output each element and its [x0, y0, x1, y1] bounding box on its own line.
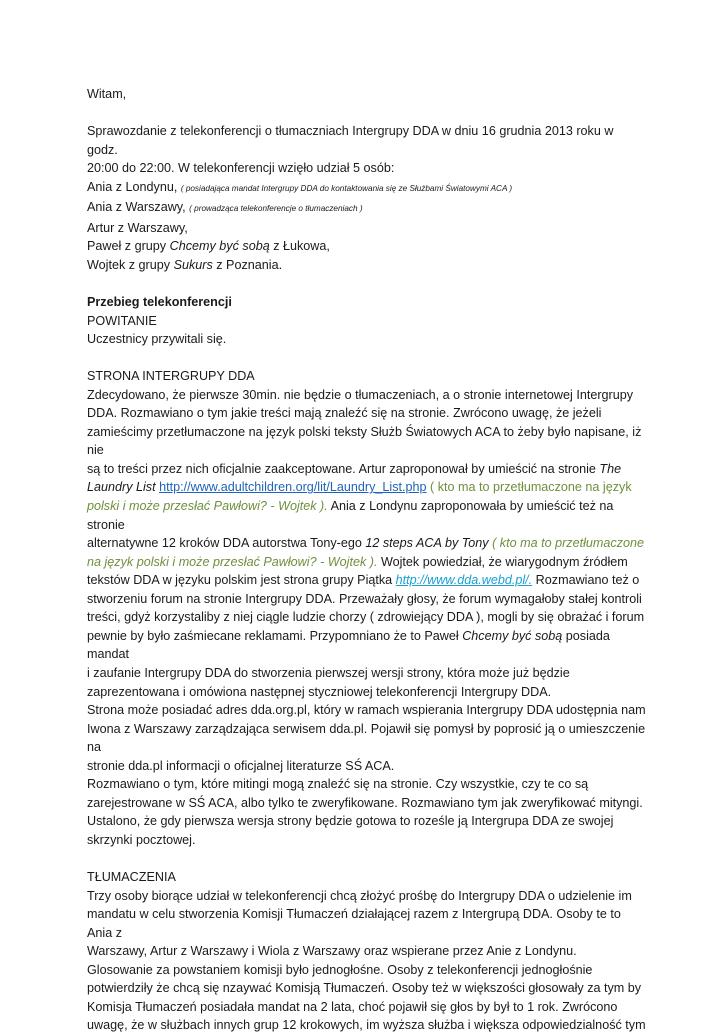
website-line: Laundry List http://www.adultchildren.org/lit/Laundry_List.php ( kto ma to przetłumaczone na język — [87, 480, 632, 495]
translations-line: Komisja Tłumaczeń posiadała mandat na 2 lata, choć pojawił się głos by był to 1 rok. Zwrócono — [87, 999, 618, 1014]
translation-request-note: polski i może przesłać Pawłowi? - Wojtek ). — [87, 499, 328, 514]
website-line: Rozmawiano o tym, które mitingi mogą znaleźć się na stronie. Czy wszystkie, czy te co są — [87, 777, 589, 792]
participant-note: ( posiadająca mandat Intergrupy DDA do kontaktowania się ze Służbami Światowymi ACA ) — [180, 183, 513, 193]
participant-note: ( prowadząca telekonferencje o tłumaczeniach ) — [189, 204, 363, 214]
participant-ania-london: Ania z Londynu, ( posiadająca mandat Intergrupy DDA do kontaktowania się ze Służbami Światowymi ACA ) — [87, 179, 513, 194]
translations-line: potwierdziły że chcą się nzaywać Komisją Tłumaczeń. Osoby też w większości głosowały za tym by — [87, 981, 642, 996]
title-laundry-list: The — [599, 461, 622, 476]
translations-line: Warszawy, Artur z Warszawy i Wiola z Warszawy oraz wspierane przez Anie z Londynu. — [87, 944, 577, 959]
participant-artur: Artur z Warszawy, — [87, 220, 188, 235]
website-line: zarejestrowane w SŚ ACA, albo tylko te zweryfikowane. Rozmawiano tym jak zweryfikować mityngi. — [87, 795, 643, 810]
translation-request-note: na język polski i może przesłać Pawłowi? - Wojtek ). — [87, 554, 378, 569]
website-line: treści, gdyż korzystaliby z niej ciągle ludzie chorzy ( zdrowiejący DDA ), mogli by się obrażać i forum — [87, 610, 645, 625]
website-line: tekstów DDA w języku polskim jest strona grupy Piątka http://www.dda.webd.pl/. Rozmawiano też o — [87, 573, 640, 588]
section-title-website: STRONA INTERGRUPY DDA — [87, 369, 255, 384]
website-line: Ustalono, że gdy pierwsza wersja strony będzie gotowa to roześle ją Intergrupa DDA ze swojej — [87, 814, 614, 829]
website-line: są to treści przez nich oficjalnie zaakceptowane. Artur zaproponował by umieścić na stronie The — [87, 461, 622, 476]
participant-pawel: Paweł z grupy Chcemy być sobą z Łukowa, — [87, 239, 330, 254]
group-name: Chcemy być sobą — [462, 628, 563, 643]
translations-line: Glosowanie za powstaniem komisji było jednogłośne. Osoby z telekonferencji jednogłośnie — [87, 962, 593, 977]
website-line: i zaufanie Intergrupy DDA do stworzenia pierwszej wersji strony, która może już będzie — [87, 665, 570, 680]
translations-line: mandatu w celu stworzenia Komisji Tłumaczeń działającej razem z Intergrupą DDA. Osoby te to Ania z — [87, 907, 621, 940]
website-line: zaprezentowana i omówiona następnej styczniowej telekonferencji Intergrupy DDA. — [87, 684, 552, 699]
translations-line: Trzy osoby biorące udział w telekonferencji chcą złożyć prośbę do Intergrupy DDA o udzielenie im — [87, 888, 632, 903]
title-12-steps: 12 steps ACA by Tony — [365, 536, 489, 551]
document-body — [87, 85, 647, 1035]
website-line: stworzeniu forum na stronie Intergrupy DDA. Przeważały głosy, że forum wymagałoby stałej kontroli — [87, 591, 642, 606]
website-line: Zdecydowano, że pierwsze 30min. nie będzie o tłumaczeniach, a o stronie internetowej Intergrupy — [87, 387, 634, 402]
translations-line: uwagę, że w służbach innych grup 12 krokowych, im wyższa służba i większa odpowiedzialność tym — [87, 1018, 646, 1033]
participant-ania-warsaw: Ania z Warszawy, ( prowadząca telekonferencje o tłumaczeniach ) — [87, 200, 363, 215]
website-line: DDA. Rozmawiano o tym jakie treści mają znaleźć się na stronie. Zwrócono uwagę, że jeżeli — [87, 406, 602, 421]
website-line: stronie dda.pl informacji o oficjalnej literaturze SŚ ACA. — [87, 758, 395, 773]
website-line: na język polski i może przesłać Pawłowi? - Wojtek ). Wojtek powiedział, że wiarygodnym źródłem — [87, 554, 628, 569]
website-line: Strona może posiadać adres dda.org.pl, który w ramach wspierania Intergrupy DDA udostępnia nam — [87, 703, 646, 718]
dda-webd-link[interactable]: http://www.dda.webd.pl/. — [395, 573, 533, 588]
participant-wojtek: Wojtek z grupy Sukurs z Poznania. — [87, 257, 283, 272]
welcome-text: Uczestnicy przywitali się. — [87, 332, 227, 347]
title-laundry-list: Laundry List — [87, 480, 156, 495]
section-heading-course: Przebieg telekonferencji — [87, 295, 232, 310]
group-name: Sukurs — [173, 257, 213, 272]
website-line: polski i może przesłać Pawłowi? - Wojtek ). Ania z Londynu zaproponowała by umieścić też na stronie — [87, 499, 614, 532]
laundry-list-link[interactable]: http://www.adultchildren.org/lit/Laundry_List.php — [159, 480, 427, 495]
greeting: Witam, — [87, 87, 127, 101]
group-name: Chcemy być sobą — [169, 239, 270, 254]
intro-line: Sprawozdanie z telekonferencji o tłumaczniach Intergrupy DDA w dniu 16 grudnia 2013 roku w godz. — [87, 124, 614, 157]
website-line: zamieścimy przetłumaczone na język polski teksty Służb Światowych ACA to żeby było napisane, iż nie — [87, 424, 642, 458]
website-line: alternatywne 12 kroków DDA autorstwa Tony-ego 12 steps ACA by Tony ( kto ma to przetłumaczone — [87, 536, 644, 551]
intro-line: 20:00 do 22:00. W telekonferencji wzięło udział 5 osób: — [87, 161, 395, 176]
website-line: skrzynki pocztowej. — [87, 832, 196, 847]
website-line: pewnie by było zaśmiecane reklamami. Przypomniano że to Paweł Chcemy być sobą posiada mandat — [87, 628, 610, 662]
section-title-welcome: POWITANIE — [87, 313, 157, 328]
website-line: Iwona z Warszawy zarządzająca serwisem dda.pl. Pojawił się pomysł by poprosić ją o umieszczenie na — [87, 721, 646, 755]
section-title-translations: TŁUMACZENIA — [87, 869, 176, 884]
